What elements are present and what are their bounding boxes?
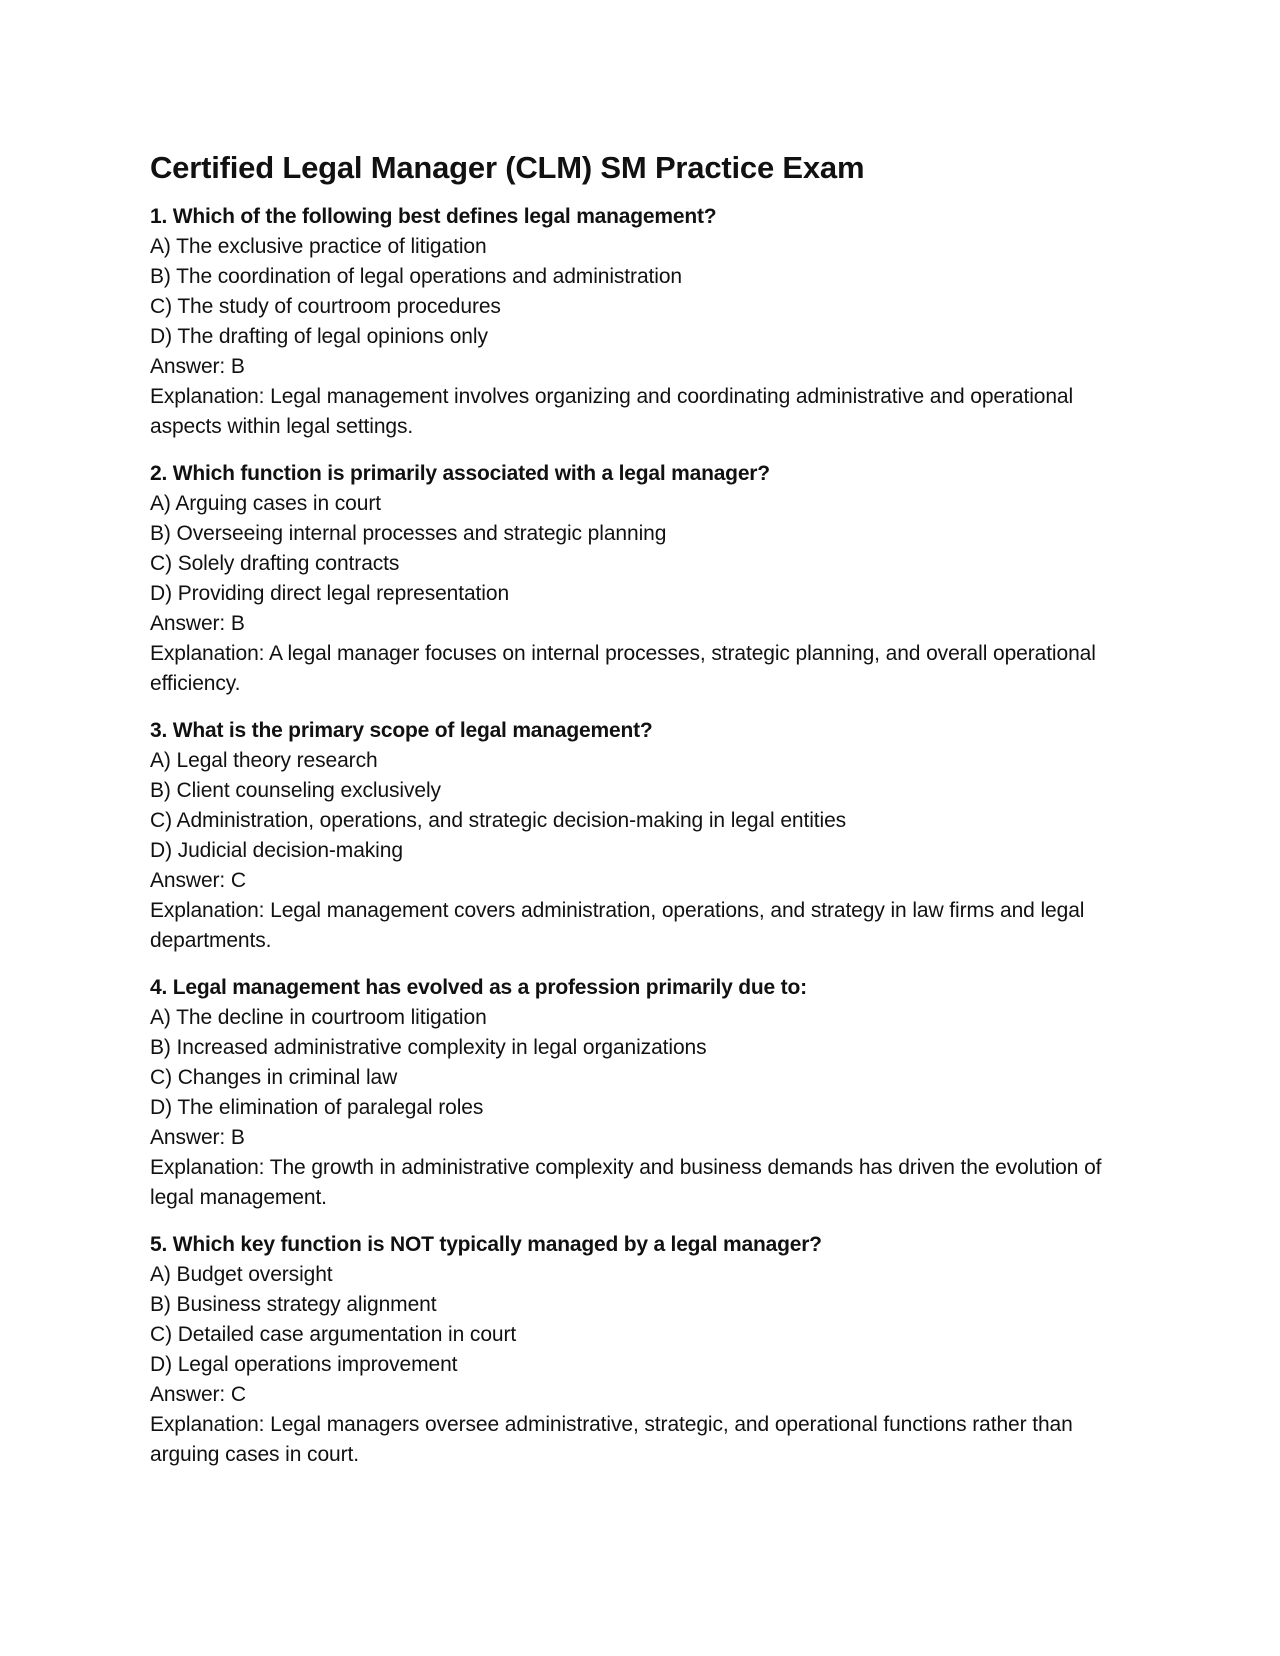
question-2: [150, 459, 1140, 699]
explanation: Explanation: Legal management covers administration, operations, and strategy in law firms and legal departments.: [150, 899, 1085, 952]
option-a: A) The decline in courtroom litigation: [150, 1006, 487, 1029]
question-text: 3. What is the primary scope of legal management?: [150, 719, 653, 742]
question-text: 1. Which of the following best defines legal management?: [150, 205, 717, 228]
question-text: 5. Which key function is NOT typically managed by a legal manager?: [150, 1233, 822, 1256]
option-d: D) The elimination of paralegal roles: [150, 1096, 484, 1119]
option-c: C) Detailed case argumentation in court: [150, 1323, 517, 1346]
option-b: B) The coordination of legal operations and administration: [150, 265, 682, 288]
option-a: A) The exclusive practice of litigation: [150, 235, 487, 258]
explanation: Explanation: Legal management involves organizing and coordinating administrative and operational aspects within legal settings.: [150, 385, 1074, 438]
answer: Answer: C: [150, 1383, 246, 1406]
option-a: A) Budget oversight: [150, 1263, 333, 1286]
option-b: B) Client counseling exclusively: [150, 779, 441, 802]
page-title: Certified Legal Manager (CLM) SM Practice Exam: [150, 150, 865, 185]
option-d: D) The drafting of legal opinions only: [150, 325, 488, 348]
option-d: D) Legal operations improvement: [150, 1353, 458, 1376]
explanation: Explanation: Legal managers oversee administrative, strategic, and operational functions rather than arguing cases in court.: [150, 1413, 1073, 1466]
option-d: D) Judicial decision-making: [150, 839, 403, 862]
option-a: A) Arguing cases in court: [150, 492, 381, 515]
question-text: 4. Legal management has evolved as a profession primarily due to:: [150, 976, 807, 999]
question-5: [150, 1230, 1140, 1470]
option-c: C) Changes in criminal law: [150, 1066, 398, 1089]
answer: Answer: B: [150, 612, 245, 635]
answer: Answer: B: [150, 1126, 245, 1149]
answer: Answer: C: [150, 869, 246, 892]
question-text: 2. Which function is primarily associated with a legal manager?: [150, 462, 770, 485]
option-c: C) Solely drafting contracts: [150, 552, 400, 575]
question-4: [150, 973, 1140, 1213]
explanation: Explanation: The growth in administrative complexity and business demands has driven the evolution of legal management.: [150, 1156, 1102, 1209]
answer: Answer: B: [150, 355, 245, 378]
question-3: [150, 716, 1140, 956]
option-a: A) Legal theory research: [150, 749, 378, 772]
document-page: [150, 148, 1140, 1487]
option-b: B) Increased administrative complexity in legal organizations: [150, 1036, 707, 1059]
option-c: C) Administration, operations, and strategic decision-making in legal entities: [150, 809, 847, 832]
option-c: C) The study of courtroom procedures: [150, 295, 501, 318]
option-d: D) Providing direct legal representation: [150, 582, 510, 605]
question-1: [150, 202, 1140, 442]
option-b: B) Overseeing internal processes and strategic planning: [150, 522, 667, 545]
explanation: Explanation: A legal manager focuses on internal processes, strategic planning, and overall operational efficiency.: [150, 642, 1096, 695]
option-b: B) Business strategy alignment: [150, 1293, 437, 1316]
